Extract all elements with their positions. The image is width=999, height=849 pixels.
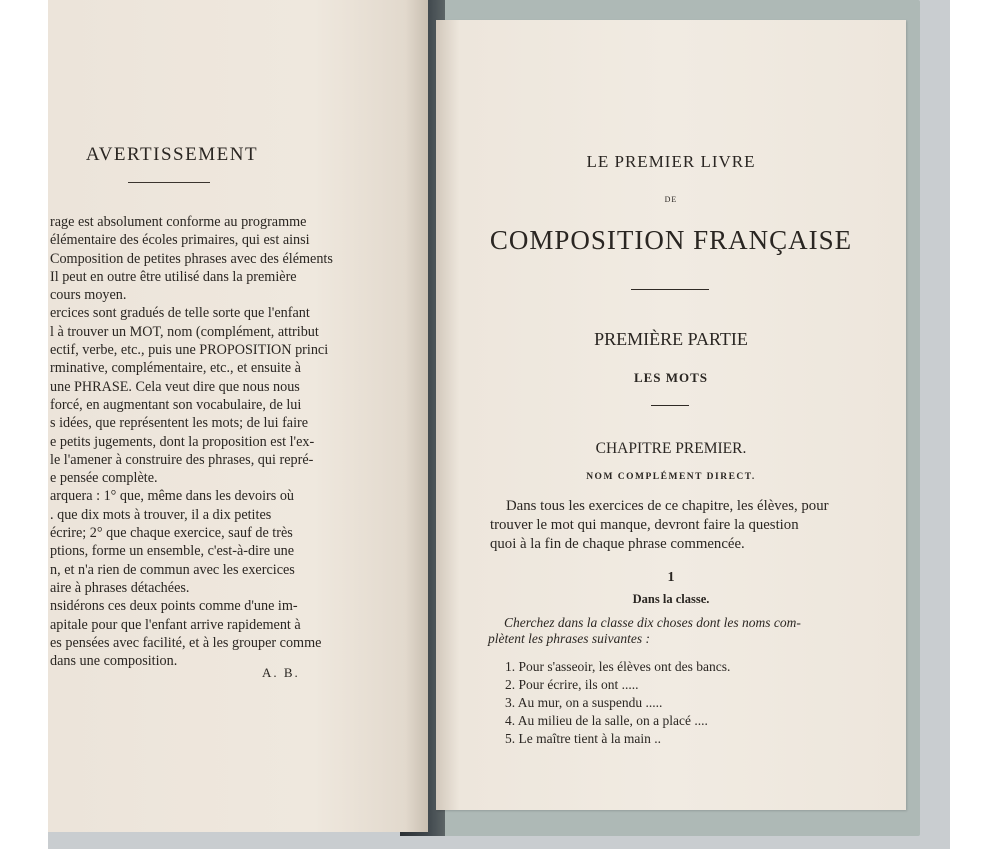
left-page-line: es pensées avec facilité, et à les grouper comme (50, 634, 322, 651)
left-page-line: e pensée complète. (50, 470, 158, 487)
left-page-line: e petits jugements, dont la proposition est l'ex- (50, 433, 315, 450)
left-page-line: ercices sont gradués de telle sorte que l'enfant (50, 305, 310, 322)
left-page-line: s idées, que représentent les mots; de lui faire (50, 415, 309, 432)
exercise-number: 1 (667, 570, 675, 585)
title-rule (631, 289, 709, 290)
left-title-rule (128, 182, 210, 183)
book-title-de: DE (664, 195, 678, 204)
intro-line: quoi à la fin de chaque phrase commencée. (490, 536, 745, 552)
left-page-line: élémentaire des écoles primaires, qui est ainsi (50, 232, 310, 249)
left-page-signature: A. B. (262, 665, 300, 680)
left-page-title: AVERTISSEMENT (85, 144, 259, 165)
left-page-line: l à trouver un MOT, nom (complément, attribut (50, 323, 319, 340)
left-page-line: le l'amener à construire des phrases, qui repré- (50, 451, 314, 468)
left-page-line: rminative, complémentaire, etc., et ensuite à (50, 360, 301, 377)
left-page-line: rage est absolument conforme au programme (50, 214, 307, 230)
exercise-instruction (488, 615, 868, 647)
left-page-line: Composition de petites phrases avec des éléments (50, 250, 333, 267)
exercise-title: Dans la classe. (632, 592, 710, 606)
exercise-item: 5. Le maître tient à la main .. (505, 731, 661, 746)
left-page-line: écrire; 2° que chaque exercice, sauf de très (50, 525, 293, 542)
left-page-line: ectif, verbe, etc., puis une PROPOSITION princi (50, 342, 329, 359)
part-heading: PREMIÈRE PARTIE (594, 329, 748, 349)
instruction-line: Cherchez dans la classe dix choses dont les noms com- (504, 615, 801, 630)
left-page-line: nsidérons ces deux points comme d'une im- (50, 598, 298, 615)
book-title-line1: LE PREMIER LIVRE (586, 152, 756, 171)
left-page-line: une PHRASE. Cela veut dire que nous nous (50, 378, 300, 395)
left-page-line: . que dix mots à trouver, il a dix petites (50, 506, 272, 523)
exercise-item: 4. Au milieu de la salle, on a placé .... (505, 713, 708, 728)
left-page-line: Il peut en outre être utilisé dans la première (50, 268, 297, 285)
book-title-line2: COMPOSITION FRANÇAISE (489, 225, 853, 255)
chapter-heading: CHAPITRE PREMIER. (595, 440, 747, 457)
left-page-line: aire à phrases détachées. (50, 579, 190, 596)
left-page-line: dans une composition. (50, 653, 178, 670)
intro-line: Dans tous les exercices de ce chapitre, les élèves, pour (506, 498, 829, 514)
exercise-item: 1. Pour s'asseoir, les élèves ont des bancs. (505, 659, 731, 674)
left-page-line: arquera : 1° que, même dans les devoirs où (50, 488, 295, 505)
chapter-intro (490, 497, 870, 554)
part-rule (651, 405, 689, 406)
left-page-line: n, et n'a rien de commun avec les exercices (50, 561, 295, 578)
left-page-body (50, 213, 368, 670)
part-subheading: LES MOTS (633, 370, 709, 385)
left-page-line: ptions, forme un ensemble, c'est-à-dire une (50, 543, 295, 560)
exercise-item: 3. Au mur, on a suspendu ..... (505, 695, 663, 710)
left-page-line: cours moyen. (50, 287, 127, 304)
instruction-line: plètent les phrases suivantes : (488, 631, 650, 646)
intro-line: trouver le mot qui manque, devront faire la question (490, 517, 799, 533)
exercise-items (505, 658, 865, 748)
left-page-line: apitale pour que l'enfant arrive rapidement à (50, 616, 301, 633)
chapter-subheading: NOM COMPLÉMENT DIRECT. (586, 472, 756, 482)
left-page-line: forcé, en augmentant son vocabulaire, de lui (50, 396, 302, 413)
exercise-item: 2. Pour écrire, ils ont ..... (505, 677, 639, 692)
